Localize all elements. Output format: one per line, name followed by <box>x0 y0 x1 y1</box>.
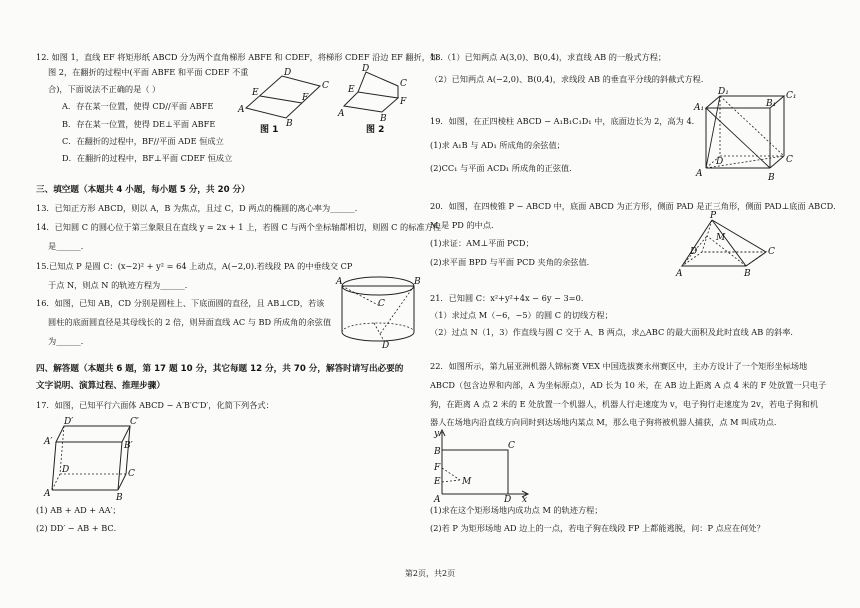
q20-part2: (2)求平面 BPD 与平面 PCD 夹角的余弦值． <box>430 257 595 267</box>
q21-part1: （1）求过点 M（−6，−5）的圆 C 的切线方程； <box>430 310 613 320</box>
q20-stem-line2: M 是 PD 的中点． <box>430 220 500 230</box>
coord-label-d: D <box>504 495 512 505</box>
q21-stem: 21．已知圆 C：x²+y²+4x − 6y − 3=0. <box>430 293 584 303</box>
q12-option-a: A．存在某一位置，使得 CD//平面 ABFE <box>62 101 214 111</box>
q12-option-b: B．存在某一位置，使得 DE⊥平面 ABFE <box>62 119 216 129</box>
hex-label-b1: B′ <box>124 441 133 451</box>
cyl-label-b: B <box>414 277 421 287</box>
fig2-label-c: C <box>400 79 407 89</box>
fig1-caption: 图 1 <box>260 125 279 135</box>
coord-label-a: A <box>434 495 441 505</box>
q17-stem: 17．如图，已知平行六面体 ABCD − A′B′C′D′，化简下列各式： <box>36 400 274 410</box>
q17-parallelepiped-figure <box>42 414 139 503</box>
fig2-label-e: E <box>348 85 355 95</box>
q12-option-d: D．在翻折的过程中，BF⊥平面 CDEF 恒成立 <box>62 153 233 163</box>
hex-label-a: A <box>44 489 51 499</box>
section-3-heading: 三、填空题（本题共 4 小题，每小题 5 分，共 20 分） <box>36 185 250 195</box>
q22-part1: (1)求在这个矩形场地内成功点 M 的轨迹方程； <box>430 505 603 515</box>
q22-stem-line4: 器人在场地内沿直线方向同时到达场地内某点 M，那么电子狗将被机器人捕获，点 M 叫成功点． <box>430 417 783 427</box>
fig2-label-d: D <box>362 64 370 74</box>
hex-label-d1: D′ <box>64 417 74 427</box>
q13: 13．已知正方形 ABCD，则以 A，B 为焦点，且过 C，D 两点的椭圆的离心率为______． <box>36 203 363 213</box>
hex-label-d: D <box>62 465 70 475</box>
coord-label-x: x <box>522 495 528 505</box>
coord-label-y: y <box>434 429 440 439</box>
pyr-label-a: A <box>676 269 683 279</box>
q19-part1: (1)求 A₁B 与 AD₁ 所成角的余弦值； <box>430 140 565 150</box>
pyr-label-d: D <box>690 247 698 257</box>
coord-label-c: C <box>508 441 515 451</box>
prism-label-a1: A₁ <box>694 103 705 113</box>
q20-part1: (1)求证：AM⊥平面 PCD； <box>430 238 534 248</box>
q22-part2: (2)若 P 为矩形场地 AD 边上的一点，若电子狗在线段 FP 上都能逃脱，问：P 点应在何处？ <box>430 523 765 533</box>
q21-part2: （2）过点 N（1，3）作直线与圆 C 交于 A、B 两点，求△ABC 的最大面积及此时直线 AB 的斜率． <box>430 327 799 337</box>
cyl-label-d: D <box>382 341 390 351</box>
fig1-label-c: C <box>322 81 329 91</box>
fig1-label-d: D <box>284 68 292 78</box>
hex-label-c: C <box>128 469 135 479</box>
q17-part1: (1) AB + AD + AA′； <box>36 505 121 515</box>
q14-line1: 14．已知圆 C 的圆心位于第三象限且在直线 y = 2x + 1 上，若圆 C 与两个坐标轴都相切，则圆 C 的标准方程 <box>36 222 441 232</box>
q22-stem-line3: 狗，在距离 A 点 2 米的 E 处放置一个机器人，机器人行走速度为 v，电子狗行走速度为 2v，若电子狗和机 <box>430 399 819 409</box>
prism-label-c1: C₁ <box>786 91 797 101</box>
q16-cylinder-figure <box>336 274 421 351</box>
q15-line2: 于点 N，则点 N 的轨迹方程为______． <box>48 280 193 290</box>
fig2-label-a: A <box>338 109 345 119</box>
q12-stem-line3: 合)，下面说法不正确的是（ ） <box>48 84 161 94</box>
q12-figure-1 <box>238 66 328 136</box>
q19-prism-figure <box>694 88 798 184</box>
cyl-label-a: A <box>336 277 343 287</box>
coord-label-f: F <box>434 463 441 473</box>
q20-stem-line1: 20．如图，在四棱锥 P − ABCD 中，底面 ABCD 为正方形，侧面 PAD 是正三角形，侧面 PAD⊥底面 ABCD． <box>430 201 842 211</box>
section-4-heading-line2: 文字说明、演算过程、推理步骤） <box>36 381 165 391</box>
q22-stem-line2: ABCD（包含边界和内部，A 为坐标原点），AD 长为 10 米，在 AB 边上距离 A 点 4 米的 F 处放置一只电子 <box>430 380 827 390</box>
q15-line1: 15.已知点 P 是圆 C：(x−2)² + y² = 64 上动点，A(−2,0).若线段 PA 的中垂线交 CP <box>36 261 353 271</box>
fig2-caption: 图 2 <box>366 125 385 135</box>
q16-line3: 为______． <box>48 336 89 346</box>
q16-line1: 16．如图，已知 AB，CD 分别是圆柱上、下底面圆的直径，且 AB⊥CD，若该 <box>36 298 325 308</box>
q20-pyramid-figure <box>676 211 776 300</box>
prism-label-b: B <box>768 173 775 183</box>
prism-label-d: D <box>716 157 724 167</box>
fig1-label-a: A <box>238 105 245 115</box>
page-footer: 第2页，共2页 <box>404 569 456 578</box>
fig1-label-f: F <box>302 93 309 103</box>
coord-label-m: M <box>462 477 472 487</box>
fig2-label-f: F <box>400 97 407 107</box>
q19-part2: (2)CC₁ 与平面 ACD₁ 所成角的正弦值． <box>430 163 578 173</box>
prism-label-c: C <box>786 155 793 165</box>
q12-stem-line1: 12. 如图 1，直线 EF 将矩形纸 ABCD 分为两个直角梯形 ABFE 和 CDEF，将梯形 CDEF 沿边 EF 翻折，如 <box>36 52 439 62</box>
fig2-label-b: B <box>380 114 387 124</box>
q18-part1: 18.（1）已知两点 A(3,0)、B(0,4)，求直线 AB 的一般式方程； <box>430 52 667 62</box>
q17-part2: (2) DD′ − AB + BC． <box>36 523 122 533</box>
pyr-label-c: C <box>768 247 775 257</box>
hex-label-a1: A′ <box>44 437 53 447</box>
prism-label-d1: D₁ <box>718 87 729 97</box>
q16-line2: 圆柱的底面圆直径是其母线长的 2 倍，则异面直线 AC 与 BD 所成角的余弦值 <box>48 317 332 327</box>
coord-label-b: B <box>434 447 441 457</box>
hex-label-c1: C′ <box>130 417 139 427</box>
pyr-label-p: P <box>710 211 717 221</box>
q18-part2: （2）已知两点 A(−2,0)、B(0,4)，求线段 AB 的垂直平分线的斜截式方程． <box>430 74 710 84</box>
coord-label-e: E <box>434 477 441 487</box>
fig1-label-b: B <box>286 119 293 129</box>
pyr-label-b: B <box>744 269 751 279</box>
q14-line2: 是______． <box>48 241 89 251</box>
q12-stem-line2: 图 2，在翻折的过程中(平面 ABFE 和平面 CDEF 不重 <box>48 67 249 77</box>
q12-figure-2 <box>338 64 418 136</box>
hex-label-b: B <box>116 493 123 503</box>
q22-coordinate-figure <box>432 428 532 505</box>
prism-label-a: A <box>696 169 703 179</box>
pyr-label-m: M <box>716 233 726 243</box>
fig1-label-e: E <box>252 88 259 98</box>
cyl-label-c: C <box>378 299 385 309</box>
prism-label-b1: B₁ <box>766 99 777 109</box>
q12-option-c: C．在翻折的过程中，BF//平面 ADE 恒成立 <box>62 136 224 146</box>
q19-stem: 19．如图，在正四棱柱 ABCD − A₁B₁C₁D₁ 中，底面边长为 2，高为 4． <box>430 116 700 126</box>
q22-stem-line1: 22．如图所示，第九届亚洲机器人锦标赛 VEX 中国选拔赛永州赛区中，主办方设计了一个矩形坐标场地 <box>430 361 808 371</box>
section-4-heading-line1: 四、解答题（本题共 6 题，第 17 题 10 分，其它每题 12 分，共 70 分，解答时请写出必要的 <box>36 364 404 374</box>
